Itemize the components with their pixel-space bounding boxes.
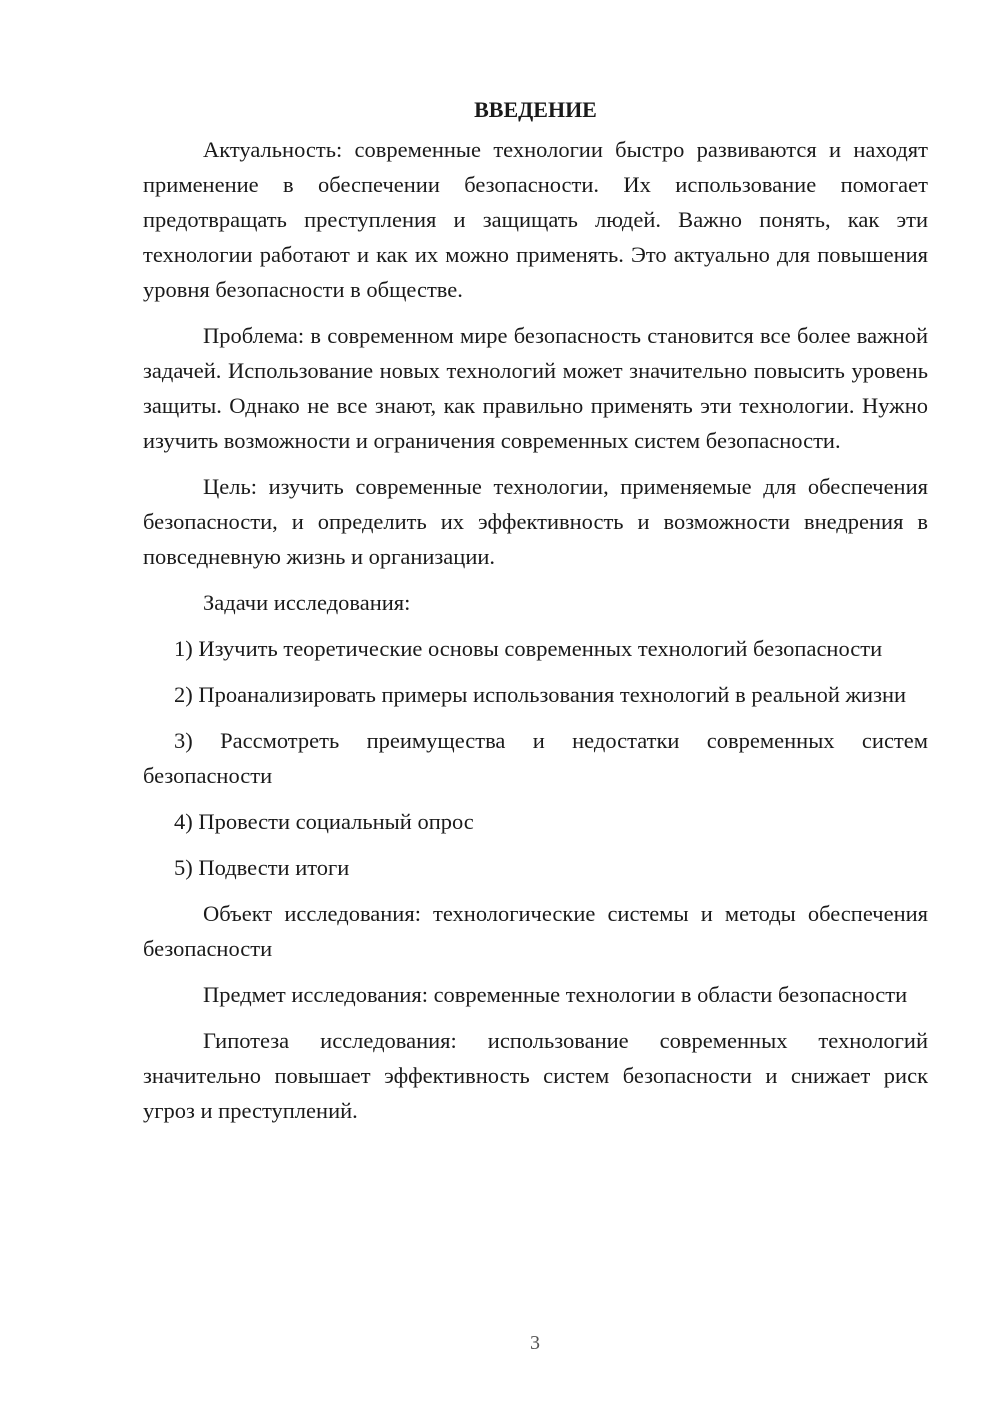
goal-paragraph: Цель: изучить современные технологии, применяемые для обеспечения безопасности, и определить их эффективность и возможности внедрения в повседневную жизнь и организации.: [143, 474, 928, 569]
hypothesis-paragraph: Гипотеза исследования: использование современных технологий значительно повышает эффективность систем безопасности и снижает риск угроз и преступлений.: [143, 1028, 928, 1123]
list-item: 1) Изучить теоретические основы современных технологий безопасности: [174, 636, 883, 661]
problem-paragraph: Проблема: в современном мире безопасность становится все более важной задачей. Использование новых технологий может значительно повысить уровень защиты. Однако не все знают, как правильно применять эти технологии. Нужно изучить возможности и ограничения современных систем безопасности.: [143, 323, 928, 453]
object-paragraph: Объект исследования: технологические системы и методы обеспечения безопасности: [143, 901, 928, 961]
page-number: 3: [530, 1332, 540, 1354]
list-item: 2) Проанализировать примеры использования технологий в реальной жизни: [174, 682, 907, 707]
document-page: [143, 92, 928, 1139]
subject-paragraph: Предмет исследования: современные технологии в области безопасности: [203, 982, 908, 1007]
relevance-paragraph: Актуальность: современные технологии быстро развиваются и находят применение в обеспечении безопасности. Их использование помогает предотвращать преступления и защищать людей. Важно понять, как эти технологии работают и как их можно применять. Это актуально для повышения уровня безопасности в обществе.: [143, 137, 928, 302]
tasks-heading: Задачи исследования:: [203, 590, 411, 615]
list-item: 5) Подвести итоги: [174, 855, 350, 880]
tasks-list: [143, 631, 928, 885]
list-item: 3) Рассмотреть преимущества и недостатки современных систем безопасности: [143, 728, 928, 788]
page-title: ВВЕДЕНИЕ: [474, 97, 597, 122]
list-item: 4) Провести социальный опрос: [174, 809, 474, 834]
